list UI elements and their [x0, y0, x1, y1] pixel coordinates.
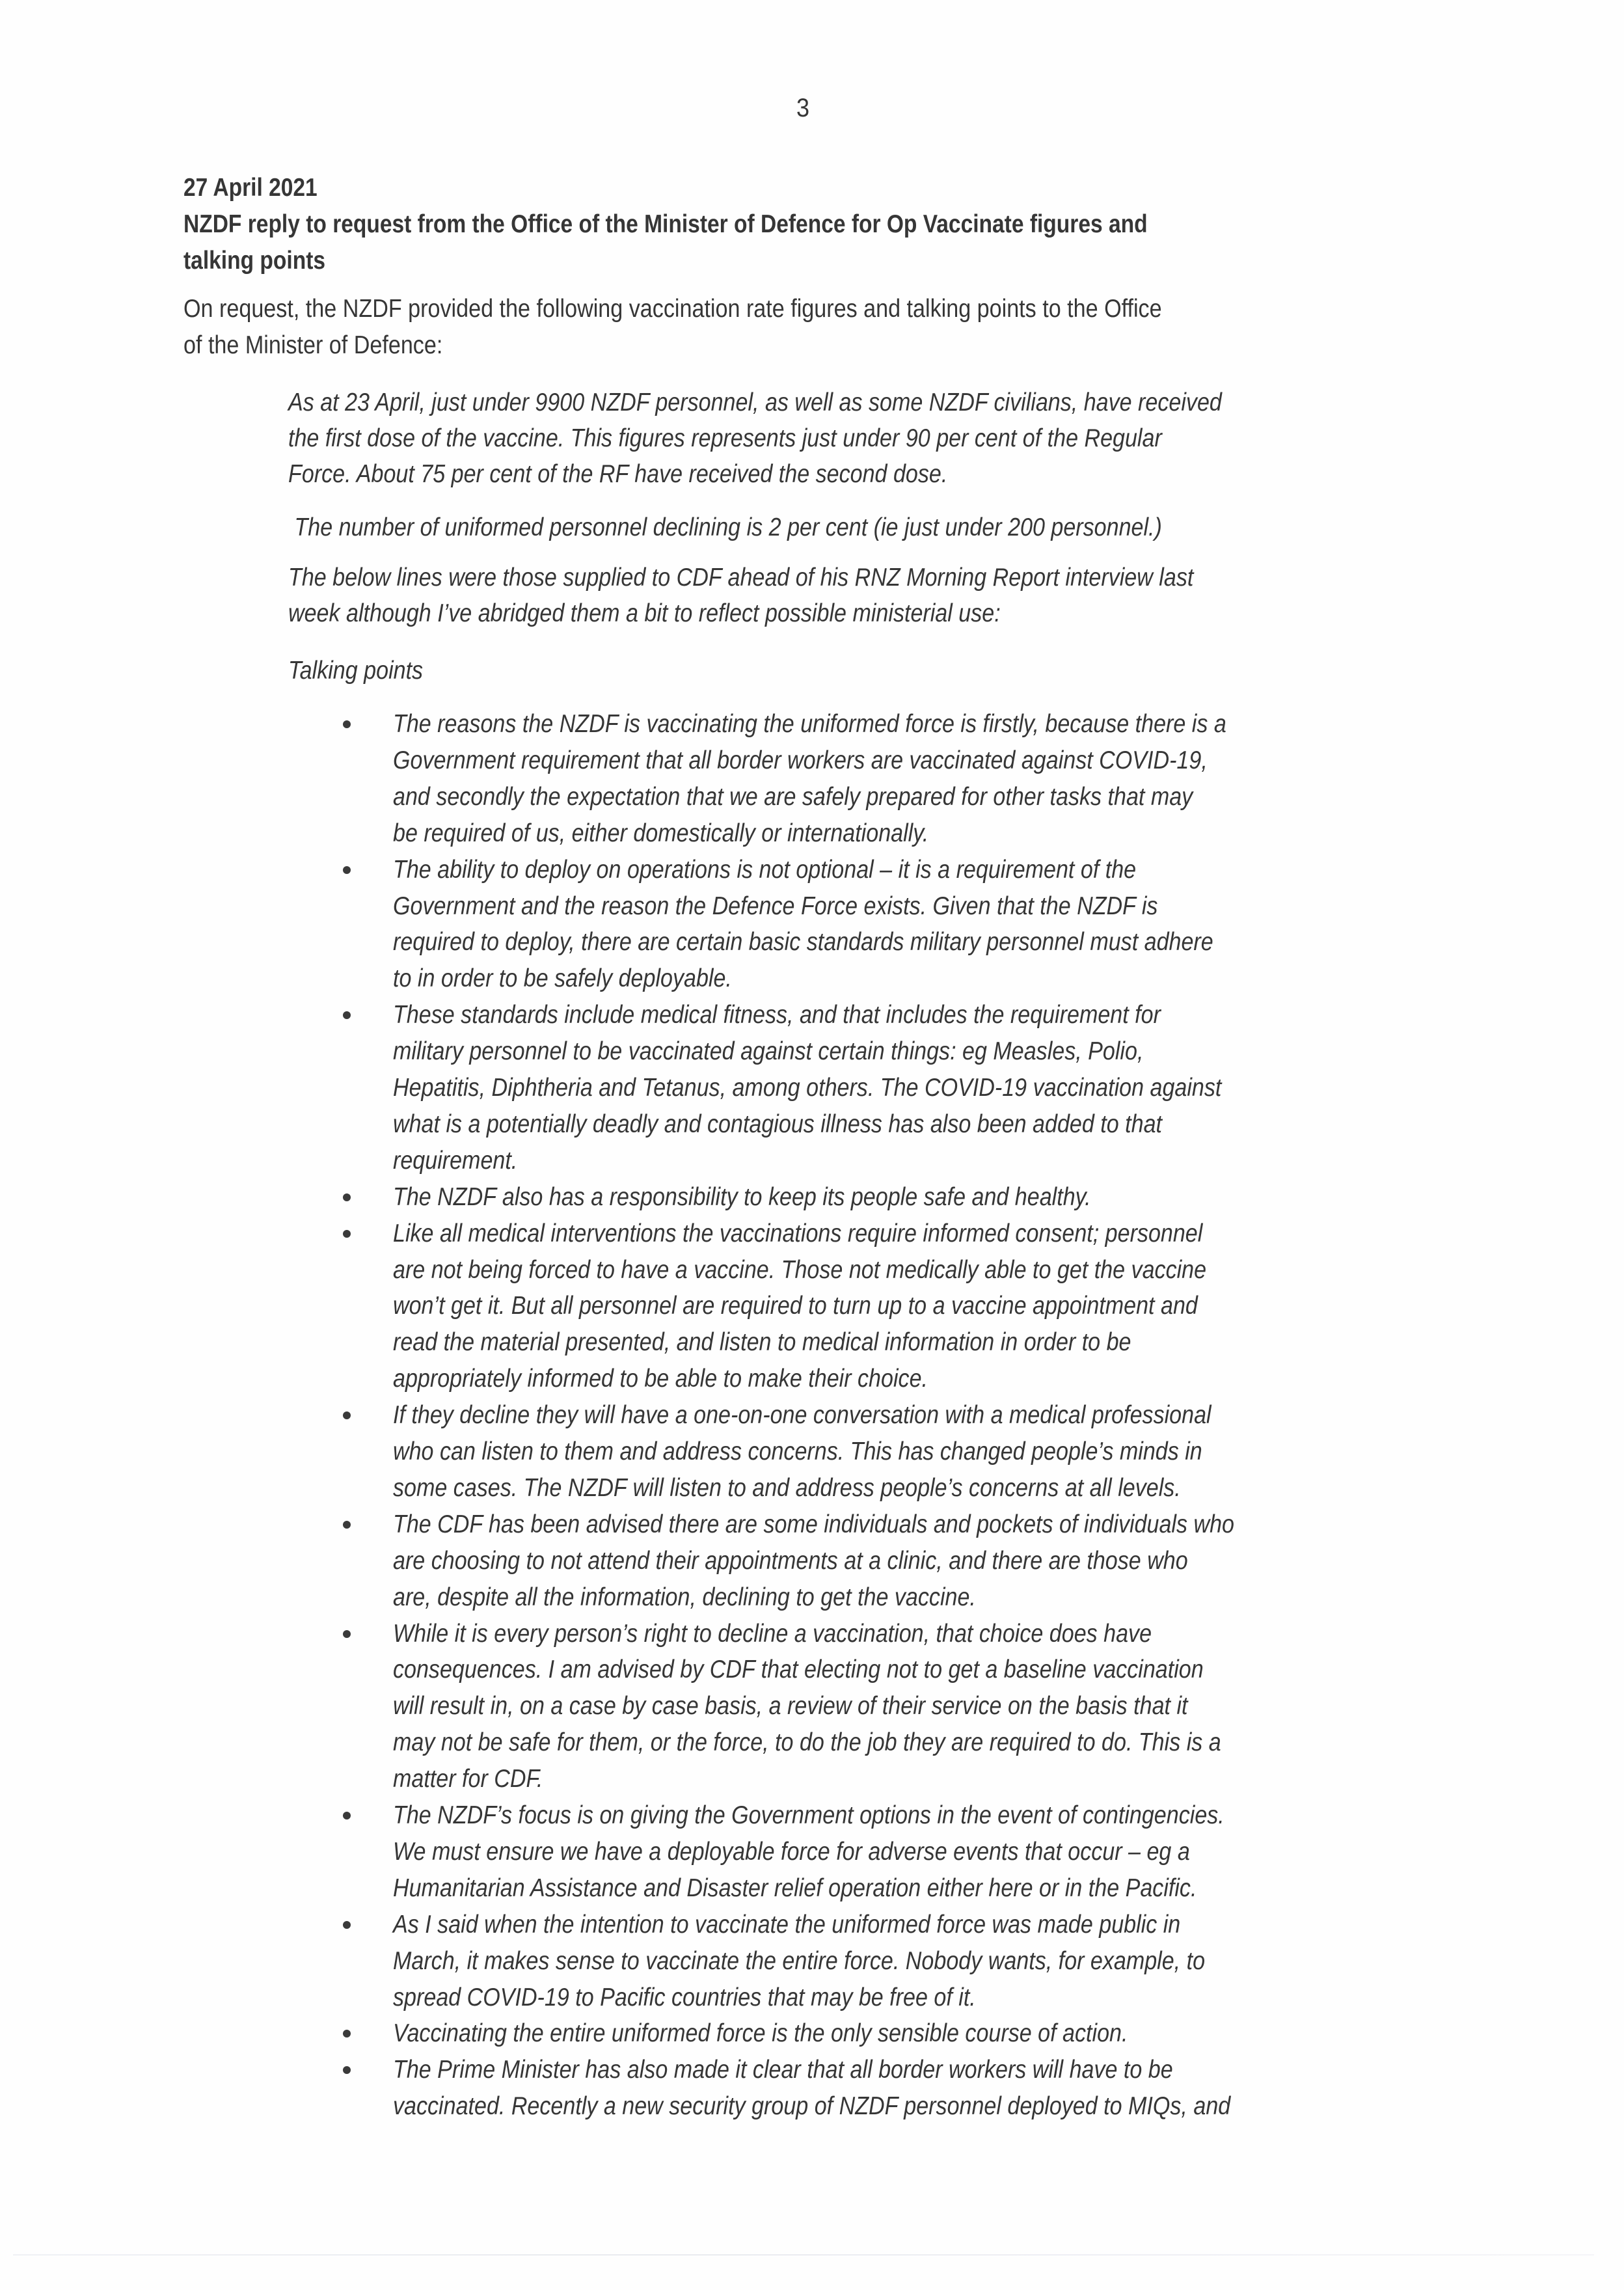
talking-point-line: The NZDF’s focus is on giving the Government options in the event of contingencies.	[393, 1801, 1225, 1829]
bullet-dot-icon	[343, 1193, 351, 1201]
bullet-dot-icon	[343, 1921, 351, 1929]
figures-line: the first dose of the vaccine. This figures represents just under 90 per cent of the Regular	[288, 424, 1162, 452]
talking-point-line: appropriately informed to be able to make their choice.	[393, 1365, 928, 1393]
talking-point-line: If they decline they will have a one-on-one conversation with a medical professional	[393, 1401, 1211, 1430]
scan-edge-line	[13, 2254, 1594, 2256]
talking-point-line: Government and the reason the Defence Force exists. Given that the NZDF is	[393, 892, 1158, 920]
talking-point-line: The Prime Minister has also made it clear that all border workers will have to be	[393, 2056, 1173, 2084]
talking-point-line: may not be safe for them, or the force, to do the job they are required to do. This is a	[393, 1728, 1221, 1757]
bullet-dot-icon	[343, 1812, 351, 1820]
talking-point-line: We must ensure we have a deployable force for adverse events that occur – eg a	[393, 1837, 1190, 1866]
bullet-dot-icon	[343, 1011, 351, 1019]
talking-point-line: be required of us, either domestically or internationally.	[393, 819, 929, 847]
talking-point-line: matter for CDF.	[393, 1765, 543, 1793]
talking-point-line: March, it makes sense to vaccinate the entire force. Nobody wants, for example, to	[393, 1946, 1206, 1975]
talking-point-line: requirement.	[393, 1146, 518, 1175]
talking-point-line: read the material presented, and listen to medical information in order to be	[393, 1328, 1131, 1357]
talking-point-line: consequences. I am advised by CDF that electing not to get a baseline vaccination	[393, 1656, 1204, 1684]
talking-point-line: The NZDF also has a responsibility to keep its people safe and healthy.	[393, 1182, 1091, 1211]
bullet-dot-icon	[343, 1411, 351, 1419]
talking-point-line: will result in, on a case by case basis, a review of their service on the basis that it	[393, 1692, 1188, 1721]
section-title-line: NZDF reply to request from the Office of the Minister of Defence for Op Vaccinate figures and	[183, 210, 1148, 238]
talking-point-line: and secondly the expectation that we are safely prepared for other tasks that may	[393, 782, 1193, 811]
below-line: The below lines were those supplied to CDF ahead of his RNZ Morning Report interview last	[288, 564, 1194, 592]
figures-line: Force. About 75 per cent of the RF have received the second dose.	[288, 460, 948, 488]
intro-line: On request, the NZDF provided the following vaccination rate figures and talking points to the Office	[183, 295, 1162, 323]
talking-point-line: what is a potentially deadly and contagious illness has also been added to that	[393, 1110, 1163, 1138]
declining-paragraph: The number of uniformed personnel declining is 2 per cent (ie just under 200 personnel.)	[288, 513, 1162, 541]
bullet-dot-icon	[343, 1230, 351, 1238]
talking-point-line: vaccinated. Recently a new security group of NZDF personnel deployed to MIQs, and	[393, 2092, 1231, 2121]
talking-point-line: Vaccinating the entire uniformed force is the only sensible course of action.	[393, 2019, 1128, 2048]
bullet-dot-icon	[343, 720, 351, 728]
talking-point-line: are not being forced to have a vaccine. Those not medically able to get the vaccine	[393, 1255, 1207, 1284]
talking-point-line: required to deploy, there are certain basic standards military personnel must adhere	[393, 928, 1213, 957]
bullet-dot-icon	[343, 866, 351, 874]
talking-point-line: spread COVID-19 to Pacific countries that may be free of it.	[393, 1983, 976, 2011]
figures-line: As at 23 April, just under 9900 NZDF personnel, as well as some NZDF civilians, have received	[288, 388, 1222, 416]
talking-point-line: Hepatitis, Diphtheria and Tetanus, among others. The COVID-19 vaccination against	[393, 1074, 1222, 1102]
talking-point-line: military personnel to be vaccinated against certain things: eg Measles, Polio,	[393, 1037, 1144, 1066]
talking-point-line: As I said when the intention to vaccinate the uniformed force was made public in	[393, 1910, 1181, 1939]
talking-point-line: Like all medical interventions the vaccinations require informed consent; personnel	[393, 1219, 1203, 1247]
talking-point-line: While it is every person’s right to decline a vaccination, that choice does have	[393, 1619, 1152, 1648]
talking-point-line: are choosing to not attend their appointments at a clinic, and there are those who	[393, 1546, 1188, 1575]
talking-point-line: Humanitarian Assistance and Disaster relief operation either here or in the Pacific.	[393, 1874, 1197, 1902]
bullet-dot-icon	[343, 1630, 351, 1638]
page-number: 3	[796, 94, 810, 122]
talking-point-line: Government requirement that all border workers are vaccinated against COVID-19,	[393, 746, 1208, 774]
talking-point-line: The ability to deploy on operations is not optional – it is a requirement of the	[393, 855, 1137, 884]
talking-point-line: The CDF has been advised there are some individuals and pockets of individuals who	[393, 1510, 1234, 1538]
bullet-dot-icon	[343, 2030, 351, 2038]
section-title-line: talking points	[183, 247, 326, 275]
talking-point-line: won’t get it. But all personnel are required to turn up to a vaccine appointment and	[393, 1292, 1198, 1320]
talking-point-line: These standards include medical fitness, and that includes the requirement for	[393, 1001, 1161, 1029]
talking-point-line: to in order to be safely deployable.	[393, 964, 732, 993]
bullet-dot-icon	[343, 2066, 351, 2074]
talking-points-heading: Talking points	[288, 657, 424, 685]
talking-point-line: The reasons the NZDF is vaccinating the uniformed force is firstly, because there is a	[393, 710, 1226, 738]
section-date: 27 April 2021	[183, 174, 318, 202]
bullet-dot-icon	[343, 1521, 351, 1529]
talking-point-line: who can listen to them and address concerns. This has changed people’s minds in	[393, 1438, 1202, 1465]
intro-line: of the Minister of Defence:	[183, 331, 443, 359]
talking-point-line: are, despite all the information, declining to get the vaccine.	[393, 1583, 976, 1611]
below-line: week although I’ve abridged them a bit to reflect possible ministerial use:	[288, 599, 1001, 627]
talking-point-line: some cases. The NZDF will listen to and address people’s concerns at all levels.	[393, 1473, 1181, 1502]
